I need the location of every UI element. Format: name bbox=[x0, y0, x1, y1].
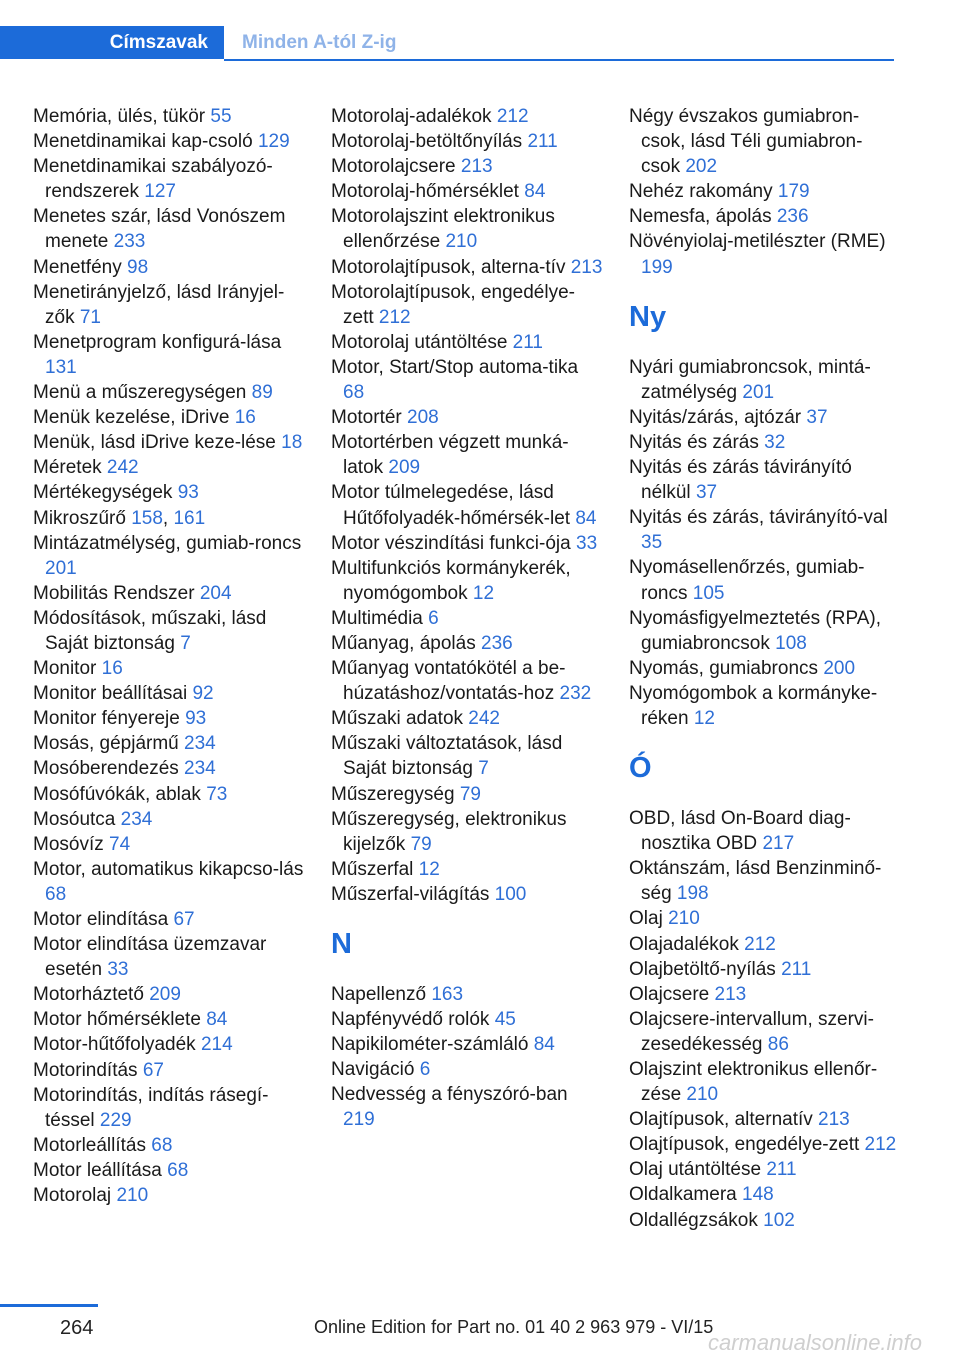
page-ref-link[interactable]: 232 bbox=[559, 683, 592, 705]
section-letter: Ó bbox=[629, 752, 652, 785]
page-ref-link[interactable]: 102 bbox=[763, 1209, 795, 1231]
page-ref-link[interactable]: 236 bbox=[776, 206, 809, 228]
entry-term: Motorolajszint elektronikus ellenőrzése bbox=[331, 206, 555, 253]
page-ref-link[interactable]: 7 bbox=[180, 632, 191, 654]
index-entry bbox=[33, 1133, 305, 1158]
index-entry bbox=[629, 957, 901, 982]
page-ref-link[interactable]: 200 bbox=[823, 657, 856, 679]
entry-term: Műszerfal bbox=[331, 858, 414, 880]
index-entry bbox=[629, 405, 901, 430]
entry-term: Motor, automatikus kikapcso-lás bbox=[33, 858, 304, 880]
edition-text: Online Edition for Part no. 01 40 2 963 979 - VI/15 bbox=[314, 1317, 714, 1337]
entry-term: Olaj utántöltése bbox=[629, 1159, 762, 1181]
entry-term: Olajbetöltő-nyílás bbox=[629, 958, 776, 980]
page-ref-link[interactable]: 219 bbox=[343, 1109, 375, 1131]
page-ref-link[interactable]: 92 bbox=[192, 683, 214, 705]
entry-term: Motor elindítása bbox=[33, 909, 169, 930]
index-entry bbox=[33, 656, 305, 681]
page-ref-link[interactable]: 211 bbox=[766, 1159, 797, 1181]
index-entry bbox=[629, 932, 901, 957]
page-ref-link[interactable]: 108 bbox=[775, 632, 807, 654]
footer-rule bbox=[0, 1304, 98, 1307]
page-ref-link[interactable]: 68 bbox=[343, 382, 365, 404]
index-entry bbox=[629, 1208, 901, 1233]
page-ref-link[interactable]: 211 bbox=[527, 131, 558, 153]
index-entry bbox=[629, 355, 901, 405]
entry-term: Motorindítás bbox=[33, 1059, 138, 1081]
entry-term: Mosás, gépjármű bbox=[33, 733, 179, 755]
page-ref-link[interactable]: 179 bbox=[777, 181, 810, 203]
entry-term: Menük kezelése, iDrive bbox=[33, 407, 230, 429]
entry-term: Menetirányjelző, lásd Irányjel-zők bbox=[33, 281, 285, 328]
index-entry bbox=[331, 556, 603, 606]
index-entry bbox=[629, 681, 901, 731]
entry-term: Motorolaj-adalékok bbox=[331, 106, 492, 127]
index-entry bbox=[331, 1057, 603, 1082]
index-entry bbox=[629, 1107, 901, 1132]
entry-term: Multifunkciós kormánykerék, nyomógombok bbox=[331, 557, 571, 604]
page-ref-link[interactable]: 209 bbox=[388, 457, 421, 479]
page-ref-link[interactable]: 234 bbox=[120, 808, 153, 830]
page-ref-link[interactable]: 37 bbox=[806, 406, 828, 428]
index-entry bbox=[331, 656, 603, 706]
index-entry bbox=[629, 1157, 901, 1182]
entry-term: Memória, ülés, tükör bbox=[33, 106, 206, 127]
index-entry bbox=[331, 204, 603, 254]
index-entry: Mikroszűrő 158, 161 bbox=[33, 507, 206, 529]
page-ref-link[interactable]: 84 bbox=[206, 1009, 228, 1031]
index-entry bbox=[33, 1158, 305, 1183]
entry-term: Mértékegységek bbox=[33, 482, 173, 504]
index-entry bbox=[331, 104, 603, 129]
page-ref-link[interactable]: 229 bbox=[99, 1109, 132, 1131]
page-ref-link[interactable]: 105 bbox=[692, 582, 725, 604]
page-ref-link[interactable]: 212 bbox=[496, 106, 529, 127]
index-entry bbox=[331, 782, 603, 807]
page-ref-link[interactable]: 204 bbox=[199, 582, 232, 604]
header-tabs bbox=[0, 26, 894, 62]
page-ref-link[interactable]: 84 bbox=[524, 181, 546, 203]
entry-term: Oktánszám, lásd Benzinminő-ség bbox=[629, 858, 882, 905]
entry-term: Oldalkamera bbox=[629, 1184, 737, 1206]
page-ref-link[interactable]: 98 bbox=[127, 256, 149, 278]
index-entry bbox=[33, 531, 305, 581]
index-entry bbox=[629, 656, 901, 681]
entry-term: Mintázatmélység, gumiab-roncs bbox=[33, 532, 302, 554]
page-ref-link[interactable]: 131 bbox=[45, 356, 77, 378]
page-ref-link[interactable]: 86 bbox=[767, 1033, 789, 1055]
index-entry bbox=[33, 756, 305, 781]
page-ref-link[interactable]: 210 bbox=[668, 908, 700, 930]
index-entry bbox=[33, 681, 305, 706]
index-entry bbox=[331, 179, 603, 204]
page-ref-link[interactable]: 213 bbox=[460, 156, 493, 178]
tab-underline bbox=[224, 59, 894, 61]
index-entry bbox=[33, 731, 305, 756]
index-entry bbox=[33, 581, 305, 606]
index-entry bbox=[331, 154, 603, 179]
index-entry bbox=[33, 154, 305, 204]
index-entry bbox=[331, 405, 603, 430]
index-entry bbox=[331, 606, 603, 631]
page-ref-link[interactable]: 201 bbox=[742, 381, 775, 403]
index-entry bbox=[629, 179, 901, 204]
page-ref-link[interactable]: 210 bbox=[686, 1084, 719, 1106]
page-ref-link[interactable]: 18 bbox=[281, 432, 303, 454]
entry-term: Motorolajtípusok, alterna-tív bbox=[331, 256, 566, 278]
index-entry bbox=[33, 104, 305, 129]
entry-term: Olajszint elektronikus ellenőr-zése bbox=[629, 1059, 878, 1106]
entry-term: Mikroszűrő bbox=[33, 507, 126, 529]
entry-term: Műszeregység bbox=[331, 783, 455, 805]
page-ref-link[interactable]: 84 bbox=[575, 507, 597, 529]
page-ref-link[interactable]: 33 bbox=[576, 532, 598, 554]
index-entry bbox=[331, 129, 603, 154]
page-ref-link[interactable]: 84 bbox=[533, 1034, 555, 1056]
page-ref-link[interactable]: 12 bbox=[418, 858, 440, 880]
entry-term: Motor elindítása üzemzavar esetén bbox=[33, 934, 267, 981]
entry-term: Motortérben végzett munká-latok bbox=[331, 432, 569, 479]
page-ref-link[interactable]: 32 bbox=[764, 431, 786, 453]
index-entry bbox=[33, 480, 305, 505]
page-ref-link[interactable]: 33 bbox=[107, 959, 129, 981]
entry-term: Mosófúvókák, ablak bbox=[33, 783, 201, 805]
entry-term: Motor vészindítási funkci-ója bbox=[331, 532, 571, 554]
index-entry bbox=[629, 1057, 901, 1107]
index-entry bbox=[629, 430, 901, 455]
index-entry bbox=[33, 280, 305, 330]
entry-term: Nehéz rakomány bbox=[629, 181, 773, 203]
entry-term: Motor-hűtőfolyadék bbox=[33, 1034, 196, 1056]
entry-term: Növényiolaj-metilészter (RME) bbox=[629, 231, 886, 253]
entry-term: Motor túlmelegedése, lásd Hűtőfolyadék-hőmérsék-let bbox=[331, 482, 571, 529]
page-ref-link[interactable]: 201 bbox=[45, 557, 77, 579]
page-ref-link[interactable]: 129 bbox=[257, 131, 290, 153]
entry-term: Nedvesség a fényszóró-ban bbox=[331, 1084, 568, 1106]
page-number: 264 bbox=[60, 1317, 94, 1339]
page-ref-link[interactable]: 199 bbox=[641, 256, 673, 278]
page-ref-link[interactable]: 211 bbox=[781, 958, 812, 980]
entry-term: Motorolajcsere bbox=[331, 156, 456, 178]
index-entry bbox=[331, 330, 603, 355]
index-entry bbox=[33, 1058, 305, 1083]
entry-term: Monitor beállításai bbox=[33, 683, 188, 705]
page-ref-link[interactable]: 209 bbox=[149, 984, 181, 1006]
index-entry bbox=[629, 606, 901, 656]
index-entry bbox=[33, 782, 305, 807]
index-entry bbox=[33, 204, 305, 254]
entry-term: Oldallégzsákok bbox=[629, 1209, 758, 1231]
index-entry bbox=[33, 380, 305, 405]
entry-term: Műszaki adatok bbox=[331, 708, 464, 730]
page-ref-link[interactable]: 210 bbox=[116, 1185, 149, 1207]
entry-term: Műszaki változtatások, lásd Saját biztonság bbox=[331, 733, 563, 780]
index-entry bbox=[629, 1007, 901, 1057]
index-entry bbox=[33, 129, 305, 154]
index-entry bbox=[331, 480, 603, 530]
entry-term: Nyomógombok a kormányke-réken bbox=[629, 682, 878, 729]
entry-term: Motor, Start/Stop automa-tika bbox=[331, 356, 579, 378]
index-entry bbox=[331, 982, 603, 1007]
index-entry bbox=[331, 1007, 603, 1032]
section-letter: Ny bbox=[629, 300, 667, 333]
index-entry bbox=[33, 405, 305, 430]
entry-term: Műszeregység, elektronikus kijelzők bbox=[331, 808, 567, 855]
index-entry bbox=[331, 280, 603, 330]
watermark: carmanualsonline.info bbox=[708, 1330, 923, 1355]
page-ref-link[interactable]: 89 bbox=[251, 382, 273, 404]
index-entry bbox=[331, 807, 603, 857]
page-ref-link[interactable]: 158 bbox=[131, 507, 163, 529]
page-ref-link[interactable]: 67 bbox=[142, 1059, 164, 1081]
entry-term: Olajcsere-intervallum, szervi-zesedékesség bbox=[629, 1008, 874, 1055]
entry-term: Napikilométer-számláló bbox=[331, 1034, 529, 1056]
index-entry bbox=[331, 1082, 603, 1132]
entry-term: Menetdinamikai szabályozó-rendszerek bbox=[33, 156, 273, 203]
index-entry bbox=[33, 832, 305, 857]
page-ref-link[interactable]: 148 bbox=[742, 1184, 774, 1206]
index-entry bbox=[331, 531, 603, 556]
entry-term: Menü a műszeregységen bbox=[33, 382, 247, 404]
entry-term: Motorindítás, indítás rásegí-téssel bbox=[33, 1084, 269, 1131]
entry-term: Nyomás, gumiabroncs bbox=[629, 657, 819, 679]
index-entry bbox=[629, 229, 901, 279]
page-ref-link[interactable]: 217 bbox=[762, 833, 795, 855]
entry-term: Napellenző bbox=[331, 984, 427, 1005]
page-ref-link[interactable]: 55 bbox=[210, 106, 232, 127]
page-ref-link[interactable]: 35 bbox=[641, 532, 663, 554]
index-entry bbox=[331, 1032, 603, 1057]
index-entry bbox=[629, 1132, 901, 1157]
entry-term: Olaj bbox=[629, 908, 663, 930]
entry-term: Nyitás és zárás bbox=[629, 431, 759, 453]
entry-term: Monitor fényereje bbox=[33, 708, 180, 730]
entry-term: Nyitás/zárás, ajtózár bbox=[629, 406, 802, 428]
index-entry bbox=[629, 1182, 901, 1207]
index-entry bbox=[33, 706, 305, 731]
page-ref-link[interactable]: 6 bbox=[419, 1059, 431, 1081]
page-ref-link[interactable]: 68 bbox=[167, 1159, 189, 1181]
page-ref-link[interactable]: 73 bbox=[206, 783, 228, 805]
index-entry bbox=[629, 555, 901, 605]
entry-term: Motorolajtípusok, engedélye-zett bbox=[331, 281, 575, 328]
page-ref-link[interactable]: 93 bbox=[185, 708, 207, 730]
page-ref-link[interactable]: 12 bbox=[472, 582, 495, 604]
page-ref-link[interactable]: 127 bbox=[144, 181, 176, 203]
page-ref-link[interactable]: 242 bbox=[106, 457, 139, 479]
index-entry bbox=[331, 706, 603, 731]
entry-term: Olajcsere bbox=[629, 983, 710, 1005]
entry-term: Nyitás és zárás, távirányító-val bbox=[629, 507, 888, 529]
entry-term: Multimédia bbox=[331, 607, 423, 629]
entry-term: Műanyag vontatókötél a be-húzatáshoz/vontatás-hoz bbox=[331, 658, 566, 705]
index-entry bbox=[331, 882, 603, 907]
page-ref-link[interactable]: 67 bbox=[173, 909, 195, 930]
page-ref-link[interactable]: 68 bbox=[45, 883, 67, 905]
page-ref-link[interactable]: 212 bbox=[864, 1134, 897, 1156]
page-ref-link[interactable]: 100 bbox=[494, 883, 527, 905]
entry-term: Műanyag, ápolás bbox=[331, 632, 476, 654]
index-entry bbox=[629, 505, 901, 555]
page-ref-link[interactable]: 212 bbox=[744, 933, 776, 955]
entry-term: Napfényvédő rolók bbox=[331, 1009, 490, 1031]
page-ref-link[interactable]: 6 bbox=[428, 607, 439, 629]
index-entry bbox=[33, 606, 305, 656]
index-entry bbox=[629, 806, 901, 856]
entry-term: Motorolaj-betöltőnyílás bbox=[331, 131, 523, 153]
index-entry bbox=[629, 906, 901, 931]
page-ref-link[interactable]: 7 bbox=[478, 758, 489, 780]
entry-term: Négy évszakos gumiabron-csok, lásd Téli gumiabron-csok bbox=[629, 106, 863, 178]
entry-term: Nemesfa, ápolás bbox=[629, 206, 772, 228]
index-entry bbox=[331, 631, 603, 656]
index-entry bbox=[331, 430, 603, 480]
index-entry bbox=[33, 430, 305, 455]
entry-term: Mosóvíz bbox=[33, 833, 104, 855]
page-ref-link[interactable]: 234 bbox=[184, 733, 216, 755]
index-entry bbox=[33, 932, 305, 982]
index-entry bbox=[331, 355, 603, 405]
index-entry bbox=[629, 856, 901, 906]
page-ref-link[interactable]: 79 bbox=[410, 833, 432, 855]
page-ref-link[interactable]: 79 bbox=[459, 783, 481, 805]
index-entry bbox=[33, 455, 305, 480]
entry-term: Nyitás és zárás távirányító nélkül bbox=[629, 457, 852, 504]
index-entry bbox=[33, 330, 305, 380]
index-entry bbox=[629, 104, 901, 179]
index-entry bbox=[629, 204, 901, 229]
entry-term: Méretek bbox=[33, 457, 102, 479]
index-entry bbox=[629, 455, 901, 505]
entry-term: Menetprogram konfigurá-lása bbox=[33, 331, 282, 353]
index-entry bbox=[33, 1183, 305, 1208]
page-ref-link[interactable]: 233 bbox=[113, 231, 146, 253]
entry-term: Menük, lásd iDrive keze-lése bbox=[33, 432, 276, 454]
page-ref-link[interactable]: 242 bbox=[468, 708, 500, 730]
tab-keywords[interactable]: Címszavak bbox=[0, 26, 224, 59]
entry-term: Monitor bbox=[33, 658, 97, 680]
page-ref-link[interactable]: 16 bbox=[101, 658, 123, 680]
index-column-2 bbox=[331, 104, 603, 1133]
entry-term: Nyomásfigyelmeztetés (RPA), gumiabroncsok bbox=[629, 607, 881, 654]
entry-term: Mosóutca bbox=[33, 808, 116, 830]
entry-term: Menetfény bbox=[33, 256, 122, 278]
page-ref-link[interactable]: 163 bbox=[431, 984, 464, 1005]
index-entry bbox=[33, 1083, 305, 1133]
index-entry bbox=[33, 1007, 305, 1032]
entry-term: Műszerfal-világítás bbox=[331, 883, 490, 905]
page-ref-link[interactable]: 71 bbox=[79, 306, 101, 328]
entry-term: Motor leállítása bbox=[33, 1159, 162, 1181]
entry-term: Motorolaj bbox=[33, 1185, 112, 1207]
entry-term: Mosóberendezés bbox=[33, 758, 179, 780]
page-ref-link[interactable]: 234 bbox=[184, 758, 216, 780]
section-letter: N bbox=[331, 928, 352, 960]
page-ref-link[interactable]: 212 bbox=[378, 306, 411, 328]
page-ref-link[interactable]: 236 bbox=[481, 632, 513, 654]
entry-term: Menetes szár, lásd Vonószem menete bbox=[33, 206, 286, 253]
page-ref-link[interactable]: 214 bbox=[200, 1034, 233, 1056]
index-entry bbox=[33, 857, 305, 907]
page-ref-link[interactable]: 45 bbox=[494, 1009, 516, 1031]
entry-term: Motor hőmérséklete bbox=[33, 1009, 201, 1031]
entry-term: Motortér bbox=[331, 407, 402, 429]
page-ref-link[interactable]: 74 bbox=[109, 833, 131, 855]
index-entry bbox=[331, 857, 603, 882]
entry-term: Olajtípusok, engedélye-zett bbox=[629, 1134, 860, 1156]
page-ref-link[interactable]: 213 bbox=[818, 1109, 850, 1131]
page-ref-link[interactable]: 198 bbox=[676, 883, 709, 905]
index-entry bbox=[33, 807, 305, 832]
page-ref-link[interactable]: 208 bbox=[407, 407, 439, 429]
tab-a-to-z[interactable]: Minden A-tól Z-ig bbox=[242, 32, 397, 53]
index-column-1 bbox=[33, 104, 305, 1208]
page-ref-link[interactable]: 211 bbox=[512, 331, 543, 353]
entry-term: Motorolaj-hőmérséklet bbox=[331, 181, 519, 203]
page-ref-link[interactable]: 161 bbox=[173, 507, 206, 529]
entry-term: Olajtípusok, alternatív bbox=[629, 1109, 813, 1131]
index-entry bbox=[331, 731, 603, 781]
entry-term: Motorleállítás bbox=[33, 1134, 146, 1156]
page-ref-link[interactable]: 213 bbox=[714, 983, 747, 1005]
entry-term: Motorháztető bbox=[33, 984, 144, 1006]
entry-term: Nyári gumiabroncsok, mintá-zatmélység bbox=[629, 356, 871, 403]
entry-term: OBD, lásd On-Board diag-nosztika OBD bbox=[629, 808, 851, 855]
index-entry bbox=[629, 982, 901, 1007]
entry-term: Navigáció bbox=[331, 1059, 415, 1081]
index-entry bbox=[33, 255, 305, 280]
entry-term: Motorolaj utántöltése bbox=[331, 331, 508, 353]
entry-term: Mobilitás Rendszer bbox=[33, 582, 195, 604]
page-ref-link[interactable]: 202 bbox=[685, 156, 718, 178]
page-ref-link[interactable]: 12 bbox=[693, 707, 715, 729]
index-entry bbox=[33, 907, 305, 932]
entry-term: Olajadalékok bbox=[629, 933, 739, 955]
page-ref-link[interactable]: 93 bbox=[177, 482, 199, 504]
page-ref-link[interactable]: 37 bbox=[695, 482, 718, 504]
page-ref-link[interactable]: 16 bbox=[234, 407, 256, 429]
page-ref-link[interactable]: 210 bbox=[445, 231, 478, 253]
index-column-3 bbox=[629, 104, 901, 1233]
index-entry bbox=[331, 255, 603, 280]
page-ref-link[interactable]: 68 bbox=[151, 1134, 173, 1156]
index-entry bbox=[33, 1032, 305, 1057]
entry-term: Menetdinamikai kap-csoló bbox=[33, 131, 253, 153]
entry-term: Nyomásellenőrzés, gumiab-roncs bbox=[629, 557, 865, 604]
entry-term: Módosítások, műszaki, lásd Saját biztonság bbox=[33, 607, 267, 654]
index-entry bbox=[33, 982, 305, 1007]
page-ref-link[interactable]: 213 bbox=[570, 256, 603, 278]
